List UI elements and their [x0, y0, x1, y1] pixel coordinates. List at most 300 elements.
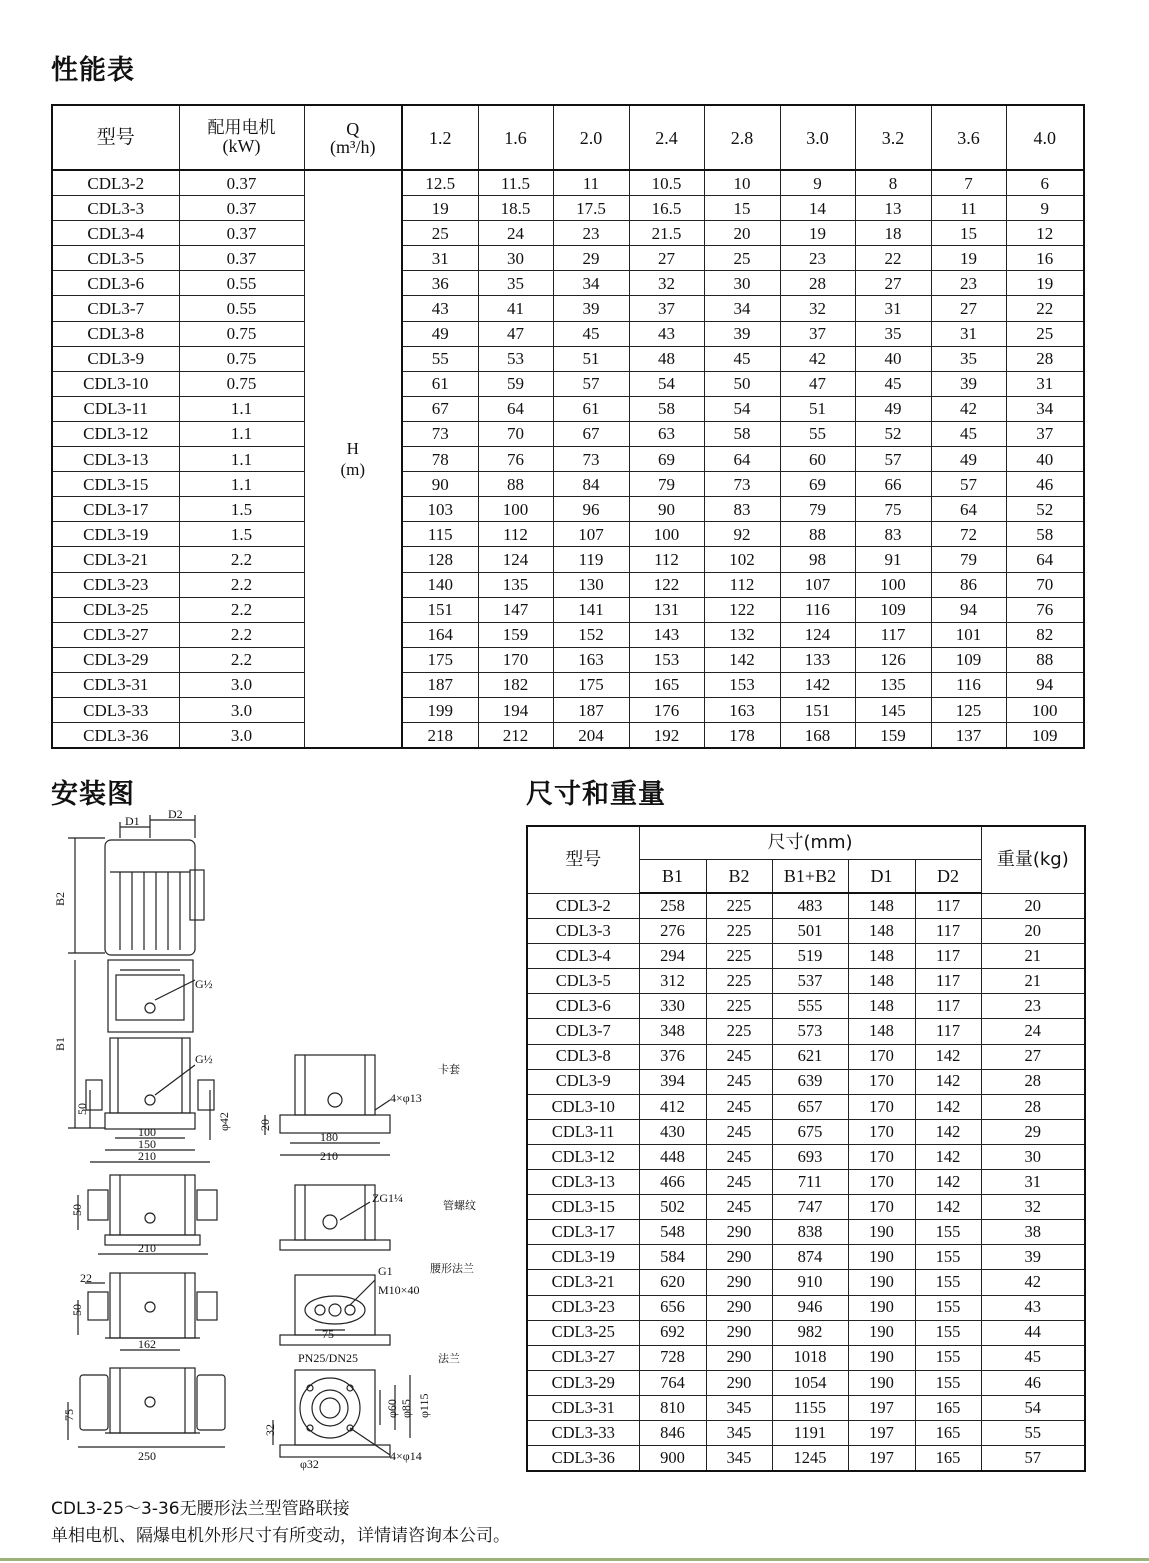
model-cell: CDL3-27	[52, 622, 179, 647]
dim-162: 162	[138, 1337, 156, 1351]
model-cell: CDL3-3	[52, 196, 179, 221]
head-value-cell: 19	[931, 246, 1006, 271]
head-value-cell: 140	[402, 572, 478, 597]
head-value-cell: 9	[780, 170, 855, 196]
motor-kw-cell: 1.5	[179, 497, 304, 522]
head-value-cell: 159	[855, 723, 931, 749]
dim-32: 32	[263, 1424, 277, 1436]
dim-50b: 50	[70, 1204, 84, 1216]
model-cell: CDL3-9	[52, 346, 179, 371]
dims-row	[527, 1195, 1085, 1220]
label-g-half-1: G½	[195, 977, 213, 991]
motor-kw-cell: 1.1	[179, 396, 304, 421]
head-value-cell: 19	[402, 196, 478, 221]
dim-phi115: φ115	[417, 1393, 431, 1418]
head-value-cell: 40	[1006, 447, 1084, 472]
dim-b2: B2	[53, 891, 67, 906]
weight-cell: 55	[981, 1420, 1085, 1445]
b2-cell: 290	[706, 1270, 772, 1295]
model-cell: CDL3-23	[527, 1295, 639, 1320]
head-value-cell: 88	[780, 522, 855, 547]
flow-value: 4.0	[1006, 105, 1084, 170]
motor-kw-cell: 1.1	[179, 472, 304, 497]
dims-row	[527, 1345, 1085, 1370]
head-value-cell: 25	[1006, 321, 1084, 346]
head-value-cell: 88	[478, 472, 553, 497]
dims-row	[527, 1270, 1085, 1295]
head-value-cell: 176	[629, 697, 704, 722]
dim-210: 210	[138, 1149, 156, 1163]
b1-cell: 276	[639, 919, 706, 944]
head-value-cell: 117	[855, 622, 931, 647]
performance-row	[52, 597, 1084, 622]
flow-value: 1.6	[478, 105, 553, 170]
head-value-cell: 109	[1006, 723, 1084, 749]
head-value-cell: 49	[855, 396, 931, 421]
head-value-cell: 64	[478, 396, 553, 421]
head-value-cell: 76	[1006, 597, 1084, 622]
model-cell: CDL3-36	[52, 723, 179, 749]
d1-cell: 148	[848, 994, 915, 1019]
d2-cell: 117	[915, 969, 981, 994]
d1-cell: 190	[848, 1220, 915, 1245]
motor-kw-cell: 0.37	[179, 196, 304, 221]
performance-row	[52, 497, 1084, 522]
label-zg: ZG1¼	[372, 1191, 403, 1205]
head-value-cell: 204	[553, 723, 629, 749]
dims-row	[527, 944, 1085, 969]
head-value-cell: 39	[704, 321, 780, 346]
b1-cell: 466	[639, 1170, 706, 1195]
weight-cell: 30	[981, 1144, 1085, 1169]
model-cell: CDL3-19	[52, 522, 179, 547]
head-value-cell: 34	[1006, 396, 1084, 421]
dims-row	[527, 1094, 1085, 1119]
b2-cell: 290	[706, 1295, 772, 1320]
head-value-cell: 101	[931, 622, 1006, 647]
dim-180: 180	[320, 1130, 338, 1144]
head-value-cell: 116	[931, 672, 1006, 697]
header-flow-label: Q	[346, 118, 360, 139]
model-cell: CDL3-2	[52, 170, 179, 196]
head-value-cell: 135	[478, 572, 553, 597]
head-value-cell: 100	[1006, 697, 1084, 722]
head-value-cell: 37	[629, 296, 704, 321]
performance-row	[52, 572, 1084, 597]
head-value-cell: 107	[780, 572, 855, 597]
head-value-cell: 47	[780, 371, 855, 396]
head-value-cell: 17.5	[553, 196, 629, 221]
performance-row	[52, 472, 1084, 497]
dims-row	[527, 1370, 1085, 1395]
head-value-cell: 58	[704, 421, 780, 446]
flow-value: 3.2	[855, 105, 931, 170]
dims-row	[527, 1320, 1085, 1345]
weight-cell: 31	[981, 1170, 1085, 1195]
head-value-cell: 84	[553, 472, 629, 497]
head-value-cell: 67	[553, 421, 629, 446]
head-value-cell: 10	[704, 170, 780, 196]
model-cell: CDL3-15	[52, 472, 179, 497]
head-value-cell: 199	[402, 697, 478, 722]
head-value-cell: 18	[855, 221, 931, 246]
head-value-cell: 28	[780, 271, 855, 296]
weight-cell: 54	[981, 1395, 1085, 1420]
d1-cell: 190	[848, 1245, 915, 1270]
head-value-cell: 57	[553, 371, 629, 396]
d1-cell: 190	[848, 1370, 915, 1395]
head-value-cell: 72	[931, 522, 1006, 547]
weight-cell: 44	[981, 1320, 1085, 1345]
header-motor-label: 配用电机	[207, 117, 276, 138]
label-thread: 管螺纹	[443, 1199, 476, 1212]
weight-cell: 39	[981, 1245, 1085, 1270]
head-value-cell: 40	[855, 346, 931, 371]
b2-cell: 290	[706, 1320, 772, 1345]
dims-row	[527, 919, 1085, 944]
head-value-cell: 131	[629, 597, 704, 622]
head-value-cell: 73	[402, 421, 478, 446]
b2-cell: 290	[706, 1245, 772, 1270]
head-value-cell: 31	[855, 296, 931, 321]
head-value-cell: 137	[931, 723, 1006, 749]
b1b2-cell: 639	[772, 1069, 848, 1094]
d2-cell: 142	[915, 1170, 981, 1195]
d1-cell: 197	[848, 1420, 915, 1445]
head-value-cell: 192	[629, 723, 704, 749]
bracket	[108, 960, 193, 1032]
head-value-cell: 21.5	[629, 221, 704, 246]
dim-phi42: φ42	[217, 1112, 231, 1131]
head-value-cell: 82	[1006, 622, 1084, 647]
b2-cell: 245	[706, 1144, 772, 1169]
dims-header-model: 型号	[527, 826, 639, 893]
head-value-cell: 39	[553, 296, 629, 321]
b1-cell: 394	[639, 1069, 706, 1094]
head-value-cell: 112	[629, 547, 704, 572]
label-flange: 法兰	[438, 1352, 460, 1365]
dims-header-b2: B2	[706, 860, 772, 894]
dim-75b: 75	[322, 1327, 334, 1341]
d2-cell: 155	[915, 1245, 981, 1270]
dim-d2: D2	[168, 810, 183, 821]
head-value-cell: 55	[402, 346, 478, 371]
performance-row	[52, 271, 1084, 296]
b2-cell: 245	[706, 1094, 772, 1119]
d2-cell: 155	[915, 1320, 981, 1345]
b1-cell: 258	[639, 893, 706, 919]
b1b2-cell: 675	[772, 1119, 848, 1144]
b1-cell: 846	[639, 1420, 706, 1445]
dim-b1: B1	[53, 1036, 67, 1051]
motor-kw-cell: 3.0	[179, 697, 304, 722]
head-value-cell: 130	[553, 572, 629, 597]
head-value-cell: 159	[478, 622, 553, 647]
b1-cell: 448	[639, 1144, 706, 1169]
d2-cell: 165	[915, 1395, 981, 1420]
head-value-cell: 30	[478, 246, 553, 271]
head-value-cell: 153	[704, 672, 780, 697]
dims-row	[527, 893, 1085, 919]
b1-cell: 348	[639, 1019, 706, 1044]
model-cell: CDL3-6	[527, 994, 639, 1019]
head-value-cell: 29	[553, 246, 629, 271]
head-value-cell: 187	[553, 697, 629, 722]
b1b2-cell: 711	[772, 1170, 848, 1195]
dims-header-b1b2: B1+B2	[772, 860, 848, 894]
b1b2-cell: 483	[772, 893, 848, 919]
flow-value: 3.6	[931, 105, 1006, 170]
d2-cell: 155	[915, 1345, 981, 1370]
head-value-cell: 53	[478, 346, 553, 371]
dims-row	[527, 1446, 1085, 1472]
head-value-cell: 43	[629, 321, 704, 346]
b2-cell: 245	[706, 1119, 772, 1144]
d1-cell: 190	[848, 1270, 915, 1295]
b1-cell: 584	[639, 1245, 706, 1270]
head-value-cell: 25	[704, 246, 780, 271]
header-motor	[179, 105, 304, 170]
d1-cell: 148	[848, 1019, 915, 1044]
model-cell: CDL3-2	[527, 893, 639, 919]
head-value-cell: 64	[931, 497, 1006, 522]
motor-body	[105, 840, 195, 955]
head-value-cell: 48	[629, 346, 704, 371]
head-value-cell: 168	[780, 723, 855, 749]
head-value-cell: 7	[931, 170, 1006, 196]
head-value-cell: 13	[855, 196, 931, 221]
head-value-cell: 37	[780, 321, 855, 346]
dim-50: 50	[75, 1103, 89, 1115]
model-cell: CDL3-25	[52, 597, 179, 622]
head-value-cell: 49	[402, 321, 478, 346]
dims-header-d2: D2	[915, 860, 981, 894]
model-cell: CDL3-11	[52, 396, 179, 421]
head-value-cell: 45	[855, 371, 931, 396]
head-value-cell: 135	[855, 672, 931, 697]
head-value-cell: 163	[553, 647, 629, 672]
model-cell: CDL3-4	[527, 944, 639, 969]
head-value-cell: 25	[402, 221, 478, 246]
model-cell: CDL3-15	[527, 1195, 639, 1220]
head-value-cell: 36	[402, 271, 478, 296]
weight-cell: 20	[981, 919, 1085, 944]
b1b2-cell: 747	[772, 1195, 848, 1220]
label-oval-flange: 腰形法兰	[430, 1262, 474, 1275]
head-value-cell: 57	[931, 472, 1006, 497]
dim-4phi13: 4×φ13	[390, 1091, 422, 1105]
b1-cell: 330	[639, 994, 706, 1019]
d2-cell: 142	[915, 1094, 981, 1119]
head-value-cell: 218	[402, 723, 478, 749]
top-view-1	[110, 1175, 195, 1235]
head-value-cell: 31	[931, 321, 1006, 346]
motor-kw-cell: 1.1	[179, 447, 304, 472]
motor-kw-cell: 0.75	[179, 346, 304, 371]
dims-row	[527, 1170, 1085, 1195]
label-m10: M10×40	[378, 1283, 420, 1297]
head-value-cell: 119	[553, 547, 629, 572]
install-heading: 安装图	[51, 779, 135, 810]
model-cell: CDL3-11	[527, 1119, 639, 1144]
b1-cell: 412	[639, 1094, 706, 1119]
head-value-cell: 152	[553, 622, 629, 647]
head-value-cell: 125	[931, 697, 1006, 722]
head-value-cell: 61	[553, 396, 629, 421]
performance-row	[52, 346, 1084, 371]
head-value-cell: 133	[780, 647, 855, 672]
head-value-cell: 52	[855, 421, 931, 446]
motor-kw-cell: 0.37	[179, 170, 304, 196]
head-value-cell: 18.5	[478, 196, 553, 221]
model-cell: CDL3-17	[527, 1220, 639, 1245]
head-value-cell: 151	[402, 597, 478, 622]
motor-kw-cell: 0.37	[179, 246, 304, 271]
model-cell: CDL3-21	[527, 1270, 639, 1295]
b2-cell: 290	[706, 1370, 772, 1395]
b1b2-cell: 910	[772, 1270, 848, 1295]
weight-cell: 27	[981, 1044, 1085, 1069]
performance-row	[52, 672, 1084, 697]
b2-cell: 290	[706, 1345, 772, 1370]
dims-row	[527, 969, 1085, 994]
head-value-cell: 142	[780, 672, 855, 697]
model-cell: CDL3-4	[52, 221, 179, 246]
pump-column	[110, 1038, 190, 1113]
head-value-cell: 86	[931, 572, 1006, 597]
b2-cell: 225	[706, 1019, 772, 1044]
d1-cell: 197	[848, 1395, 915, 1420]
head-value-cell: 147	[478, 597, 553, 622]
head-value-cell: 194	[478, 697, 553, 722]
head-value-cell: 46	[1006, 472, 1084, 497]
thread-view	[295, 1185, 375, 1240]
performance-row	[52, 622, 1084, 647]
top-view-3	[110, 1368, 195, 1433]
head-value-cell: 73	[704, 472, 780, 497]
model-cell: CDL3-13	[527, 1170, 639, 1195]
motor-kw-cell: 0.55	[179, 296, 304, 321]
head-value-cell: 164	[402, 622, 478, 647]
head-value-cell: 15	[931, 221, 1006, 246]
model-cell: CDL3-10	[52, 371, 179, 396]
weight-cell: 21	[981, 969, 1085, 994]
model-cell: CDL3-8	[527, 1044, 639, 1069]
header-flow-unit: (m³/h)	[330, 136, 376, 157]
head-value-cell: 70	[1006, 572, 1084, 597]
head-value-cell: 23	[553, 221, 629, 246]
head-value-cell: 6	[1006, 170, 1084, 196]
head-value-cell: 11	[553, 170, 629, 196]
weight-cell: 21	[981, 944, 1085, 969]
weight-cell: 28	[981, 1069, 1085, 1094]
head-value-cell: 61	[402, 371, 478, 396]
d1-cell: 148	[848, 893, 915, 919]
motor-kw-cell: 1.1	[179, 421, 304, 446]
dims-body	[527, 893, 1085, 1471]
head-value-cell: 14	[780, 196, 855, 221]
d2-cell: 142	[915, 1069, 981, 1094]
dims-header-b1: B1	[639, 860, 706, 894]
header-flow	[304, 105, 402, 170]
dims-header-weight: 重量(kg)	[981, 826, 1085, 893]
flow-value: 2.8	[704, 105, 780, 170]
top-view-2	[110, 1273, 195, 1338]
motor-kw-cell: 0.55	[179, 271, 304, 296]
b1b2-cell: 537	[772, 969, 848, 994]
b1b2-cell: 1155	[772, 1395, 848, 1420]
performance-body	[52, 170, 1084, 748]
model-cell: CDL3-29	[527, 1370, 639, 1395]
label-g-half-2: G½	[195, 1052, 213, 1066]
b1b2-cell: 946	[772, 1295, 848, 1320]
head-value-cell: 23	[780, 246, 855, 271]
b2-cell: 345	[706, 1395, 772, 1420]
dim-50c: 50	[70, 1304, 84, 1316]
dimensions-heading: 尺寸和重量	[526, 779, 666, 810]
motor-kw-cell: 0.75	[179, 321, 304, 346]
performance-row	[52, 723, 1084, 749]
model-cell: CDL3-13	[52, 447, 179, 472]
head-value-cell: 49	[931, 447, 1006, 472]
head-value-cell: 69	[629, 447, 704, 472]
head-value-cell: 83	[704, 497, 780, 522]
dims-header-row-1	[527, 826, 1085, 860]
dim-250: 250	[138, 1449, 156, 1463]
weight-cell: 23	[981, 994, 1085, 1019]
b2-cell: 290	[706, 1220, 772, 1245]
performance-row	[52, 371, 1084, 396]
d1-cell: 170	[848, 1119, 915, 1144]
d2-cell: 117	[915, 944, 981, 969]
head-value-cell: 58	[629, 396, 704, 421]
head-value-cell: 22	[1006, 296, 1084, 321]
head-value-cell: 32	[629, 271, 704, 296]
head-value-cell: 28	[1006, 346, 1084, 371]
model-cell: CDL3-6	[52, 271, 179, 296]
head-value-cell: 20	[704, 221, 780, 246]
model-cell: CDL3-29	[52, 647, 179, 672]
weight-cell: 29	[981, 1119, 1085, 1144]
head-value-cell: 132	[704, 622, 780, 647]
b1b2-cell: 838	[772, 1220, 848, 1245]
d2-cell: 142	[915, 1144, 981, 1169]
motor-kw-cell: 2.2	[179, 572, 304, 597]
motor-kw-cell: 0.75	[179, 371, 304, 396]
weight-cell: 42	[981, 1270, 1085, 1295]
head-value-cell: 70	[478, 421, 553, 446]
head-value-cell: 59	[478, 371, 553, 396]
dims-row	[527, 1420, 1085, 1445]
head-value-cell: 182	[478, 672, 553, 697]
model-cell: CDL3-36	[527, 1446, 639, 1472]
head-value-cell: 143	[629, 622, 704, 647]
model-cell: CDL3-12	[52, 421, 179, 446]
head-value-cell: 170	[478, 647, 553, 672]
head-value-cell: 39	[931, 371, 1006, 396]
head-value-cell: 79	[629, 472, 704, 497]
performance-row	[52, 697, 1084, 722]
motor-kw-cell: 3.0	[179, 723, 304, 749]
head-value-cell: 51	[780, 396, 855, 421]
head-value-cell: 41	[478, 296, 553, 321]
b2-cell: 225	[706, 969, 772, 994]
b2-cell: 345	[706, 1446, 772, 1472]
d2-cell: 155	[915, 1370, 981, 1395]
weight-cell: 57	[981, 1446, 1085, 1472]
weight-cell: 38	[981, 1220, 1085, 1245]
dim-150: 150	[138, 1137, 156, 1151]
